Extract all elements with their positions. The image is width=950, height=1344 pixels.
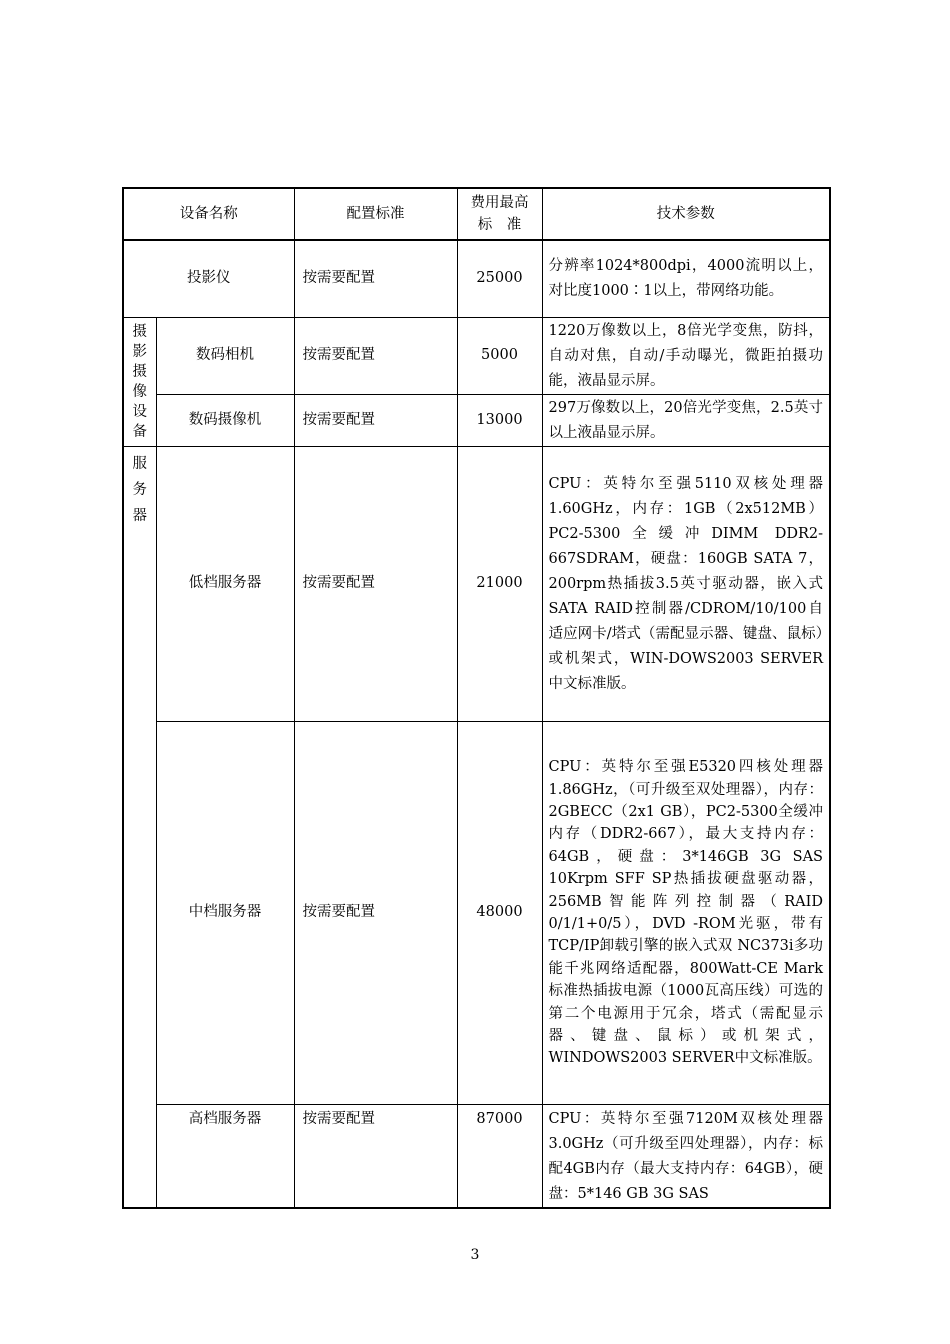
equipment-name: 中档服务器 <box>156 721 294 1104</box>
config-standard: 按需要配置 <box>294 240 457 317</box>
tech-params: CPU：英特尔至强7120M双核处理器3.0GHz（可升级至四处理器），内存：标配4GB内存（最大支持内存：64GB），硬盘：5*146 GB 3G SAS <box>542 1104 830 1208</box>
config-standard: 按需要配置 <box>294 721 457 1104</box>
table-header-row <box>123 188 830 240</box>
max-cost: 21000 <box>457 446 542 721</box>
header-equipment-name: 设备名称 <box>123 188 294 240</box>
max-cost: 13000 <box>457 394 542 446</box>
category-cell <box>123 446 156 1208</box>
tech-params: CPU：英特尔至强E5320四核处理器1.86GHz，（可升级至双处理器），内存：2GBECC（2x1 GB），PC2-5300全缓冲内存（DDR2-667），最大支持内存：64GB，硬盘：3*146GB 3G SAS 10Krpm SFF SP热插拔硬盘驱动器，256MB智能阵列控制器（RAID 0/1/1+0/5），DVD -ROM光驱，带有TCP/IP卸载引擎的嵌入式双 NC373i多功能千兆网络适配器，800Watt-CE Mark标准热插拔电源（1000瓦高压线）可选的第二个电源用于冗余，塔式（需配显示器、键盘、鼠标）或机架式，WINDOWS2003 SERVER中文标准版。 <box>542 721 830 1104</box>
equipment-spec-table <box>122 187 831 1209</box>
config-standard: 按需要配置 <box>294 446 457 721</box>
header-config-standard: 配置标准 <box>294 188 457 240</box>
max-cost: 48000 <box>457 721 542 1104</box>
tech-params: 1220万像数以上，8倍光学变焦，防抖，自动对焦，自动/手动曝光，微距拍摄功能，液晶显示屏。 <box>542 317 830 394</box>
table-row <box>123 240 830 317</box>
header-max-cost: 费用最高标 准 <box>457 188 542 240</box>
equipment-name: 高档服务器 <box>156 1104 294 1208</box>
tech-params: 分辨率1024*800dpi，4000流明以上，对比度1000∶1以上，带网络功能。 <box>542 240 830 317</box>
table-row <box>123 394 830 446</box>
max-cost: 87000 <box>457 1104 542 1208</box>
page-number: 3 <box>470 1247 480 1263</box>
equipment-name: 低档服务器 <box>156 446 294 721</box>
equipment-name: 投影仪 <box>123 240 294 317</box>
table-row <box>123 317 830 394</box>
equipment-name: 数码相机 <box>156 317 294 394</box>
config-standard: 按需要配置 <box>294 317 457 394</box>
table-row <box>123 446 830 721</box>
table-row <box>123 721 830 1104</box>
max-cost: 5000 <box>457 317 542 394</box>
config-standard: 按需要配置 <box>294 394 457 446</box>
category-label: 服务器 <box>132 455 147 524</box>
header-tech-params: 技术参数 <box>542 188 830 240</box>
tech-params: 297万像数以上，20倍光学变焦，2.5英寸以上液晶显示屏。 <box>542 394 830 446</box>
category-cell <box>123 317 156 446</box>
category-label: 摄影摄像设备 <box>132 323 147 440</box>
config-standard: 按需要配置 <box>294 1104 457 1208</box>
equipment-name: 数码摄像机 <box>156 394 294 446</box>
tech-params: CPU：英特尔至强5110双核处理器1.60GHz，内存：1GB（2x512MB）PC2-5300全缓冲DIMM DDR2-667SDRAM，硬盘：160GB SATA 7，200rpm热插拔3.5英寸驱动器，嵌入式SATA RAID控制器/CDROM/10/100自适应网卡/塔式（需配显示器、键盘、鼠标）或机架式，WIN-DOWS2003 SERVER中文标准版。 <box>542 446 830 721</box>
table-row <box>123 1104 830 1208</box>
max-cost: 25000 <box>457 240 542 317</box>
